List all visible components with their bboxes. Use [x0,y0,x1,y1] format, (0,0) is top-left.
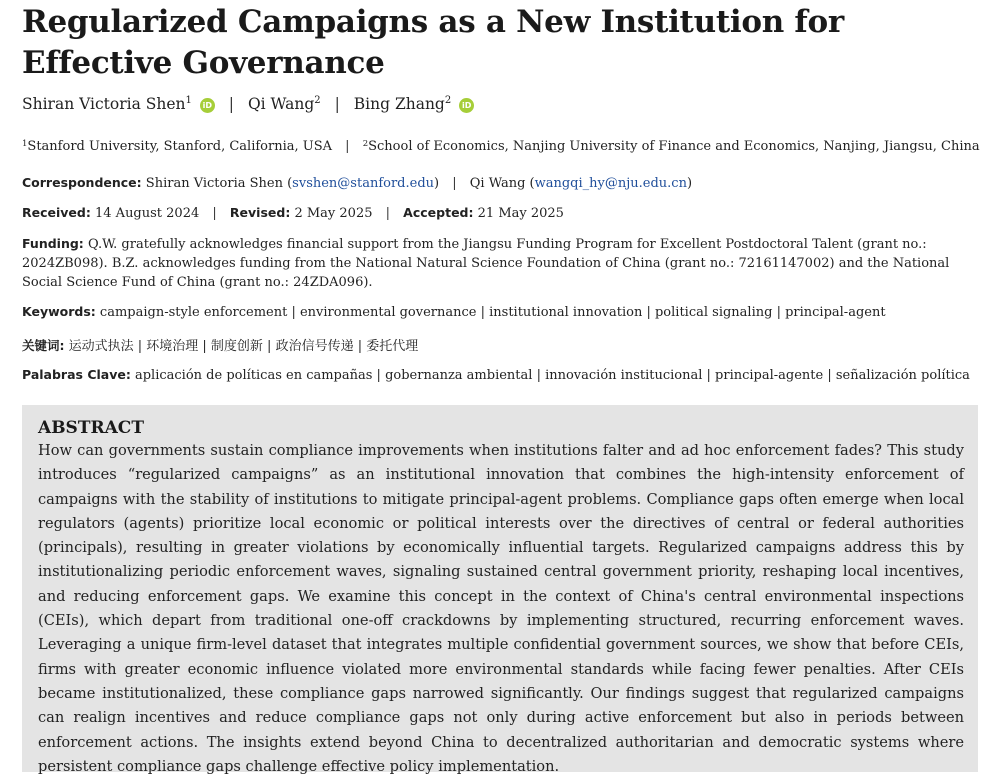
affiliation-separator: | [345,139,350,154]
affiliation-text: School of Economics, Nanjing University of Finance and Economics, Nanjing, Jiangsu, China [368,139,980,154]
keywords-spanish [22,367,970,383]
affiliations [22,139,980,154]
correspondence-separator: | [452,176,457,191]
correspondence: Correspondence: Shiran Victoria Shen (svshen@stanford.edu) | Qi Wang (wangqi_hy@nju.edu.cn) [22,175,693,191]
correspondence-name: Shiran Victoria Shen [145,176,283,191]
author-affiliation-number: 2 [314,95,321,106]
received-label: Received: [22,205,91,220]
author-name[interactable]: Bing Zhang [353,95,445,113]
orcid-icon[interactable]: iD [200,98,215,113]
article-dates [22,205,564,221]
keywords-es-label: Palabras Clave: [22,367,131,382]
email-link[interactable]: wangqi_hy@nju.edu.cn [534,176,687,191]
correspondence-label: Correspondence: [22,175,142,190]
received-date: 14 August 2024 [95,206,200,221]
date-separator: | [212,206,217,221]
abstract-text: How can governments sustain compliance improvements when institutions falter and ad hoc enforcement fades? This study introduces “regularized campaigns” as an institutional innovation that combines the high-intensity enforcement of campaigns with the stability of institutions to mitigate principal-agent problems. Compliance gaps often emerge when local regulators (agents) prioritize local economic or political interests over the directives of central or federal authorities (principals), resulting in greater violations by economically influential targets. Regularized campaigns address this by institutionalizing periodic enforcement waves, signaling sustained central government priority, reshaping local incentives, and reducing enforcement gaps. We examine this concept in the context of China's central environmental inspections (CEIs), which depart from traditional one-off crackdowns by implementing structured, recurring enforcement waves. Leveraging a unique firm-level dataset that integrates multiple confidential government sources, we show that before CEIs, firms with greater economic influence violated more environmental standards while facing fewer penalties. After CEIs became institutionalized, these compliance gaps narrowed significantly. Our findings suggest that regularized campaigns can realign incentives and reduce compliance gaps not only during active enforcement but also in periods between enforcement actions. The insights extend beyond China to decentralized authoritarian and democratic systems where persistent compliance gaps challenge effective policy implementation. [38,442,964,775]
affiliation-text: Stanford University, Stanford, California, USA [27,139,333,154]
affiliation-number: 1 [22,139,28,149]
revised-label: Revised: [229,205,291,220]
abstract-heading: ABSTRACT [38,418,144,438]
keywords-english [22,304,886,320]
keywords-zh-label: 关键词: [22,338,65,353]
abstract-box [22,405,978,775]
email-link[interactable]: svshen@stanford.edu [292,176,435,191]
affiliation-number: 2 [362,139,369,149]
orcid-icon[interactable]: iD [459,98,474,113]
keywords-chinese [22,335,418,354]
accepted-label: Accepted: [403,205,474,220]
funding-label: Funding: [22,236,84,251]
author-list [22,95,474,113]
author-affiliation-number: 2 [444,95,452,106]
funding-statement [22,234,982,292]
author-affiliation-number: 1 [185,95,192,106]
author-separator: | [228,95,235,113]
date-separator: | [385,206,391,221]
paper-title: Regularized Campaigns as a New Institution for Effective Governance [22,4,844,81]
revised-date: 2 May 2025 [294,206,373,221]
correspondence-name: Qi Wang [469,176,526,191]
keywords-zh-text: 运动式执法 | 环境治理 | 制度创新 | 政治信号传递 | 委托代理 [68,339,419,354]
author-separator: | [334,95,340,113]
funding-text: Q.W. gratefully acknowledges financial support from the Jiangsu Funding Program for Excellent Postdoctoral Talent (grant no.: 2024ZB098). B.Z. acknowledges funding from the National Natural Science Foundation of China (grant no.: 72161147002) and the National Social Science Fund of China (grant no.: 24ZDA096). [22,237,950,290]
keywords-label: Keywords: [22,304,96,319]
author-name[interactable]: Shiran Victoria Shen [22,95,186,113]
keywords-es-text: aplicación de políticas en campañas | gobernanza ambiental | innovación institucional | principal-agente | señalización política [134,368,970,383]
accepted-date: 21 May 2025 [477,206,564,221]
author-name[interactable]: Qi Wang [247,95,315,113]
keywords-text: campaign-style enforcement | environmental governance | institutional innovation | political signaling | principal-agent [99,305,886,320]
